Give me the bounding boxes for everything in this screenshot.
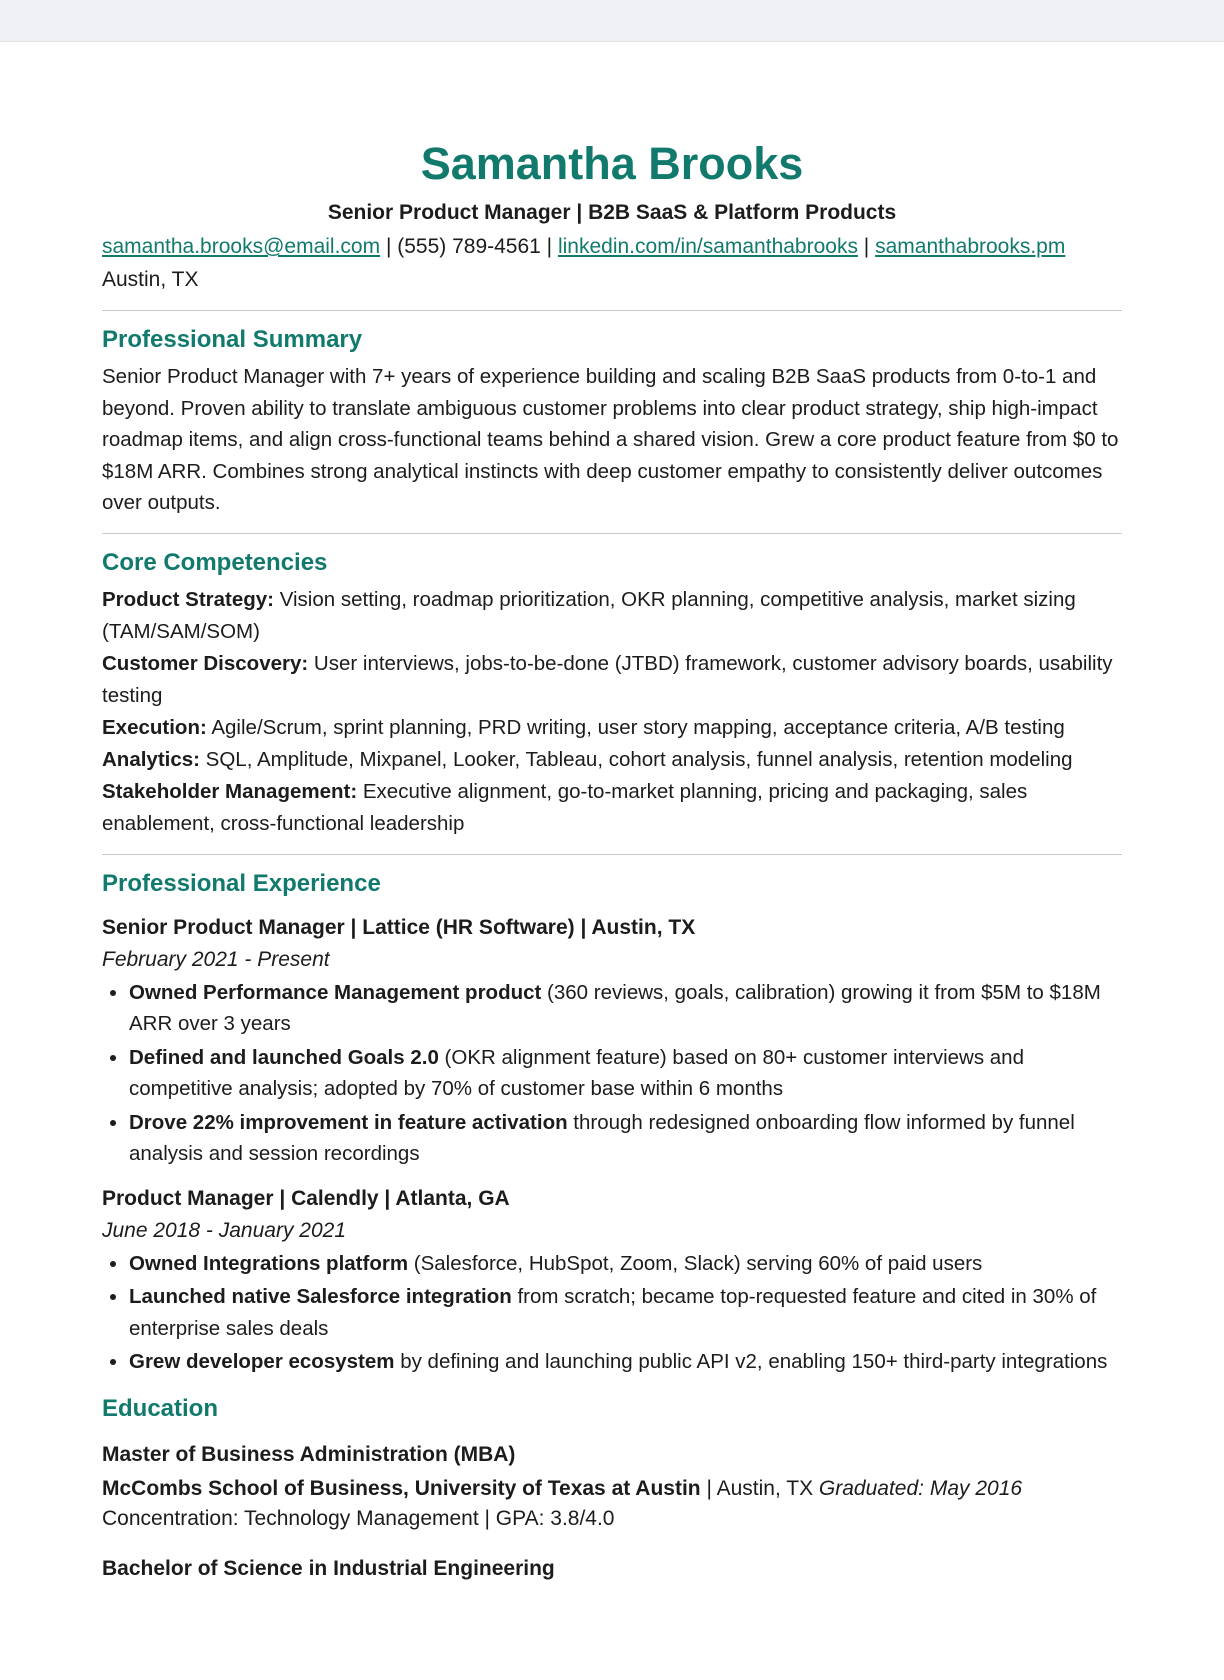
- competency-label: Product Strategy:: [102, 587, 274, 611]
- candidate-name: Samantha Brooks: [420, 138, 804, 189]
- education-entry: [102, 1440, 1122, 1534]
- competency-label: Stakeholder Management:: [102, 779, 358, 803]
- competency-item: [102, 648, 1122, 712]
- browser-top-bar: [0, 0, 1224, 42]
- job-entry: [102, 913, 1122, 1170]
- bullet-text: (Salesforce, HubSpot, Zoom, Slack) serving 60% of paid users: [408, 1251, 983, 1275]
- bullet-text: (OKR alignment feature) based on 80+ customer interviews and competitive analysis; adopted by 70% of customer base within 6 months: [129, 1045, 1024, 1100]
- contact-separator: |: [380, 235, 398, 258]
- competency-label: Execution:: [102, 715, 207, 739]
- experience-section: [102, 869, 1122, 1378]
- section-title-competencies: Core Competencies: [102, 548, 328, 576]
- competency-text: Agile/Scrum, sprint planning, PRD writing, user story mapping, acceptance criteria, A/B testing: [206, 715, 1065, 739]
- job-entry: [102, 1184, 1122, 1378]
- list-item: [129, 1107, 1122, 1170]
- school-name: McCombs School of Business, University of Texas at Austin: [102, 1476, 701, 1500]
- job-dates: February 2021 - Present: [102, 947, 330, 971]
- section-divider: [102, 310, 1122, 311]
- contact-separator: |: [857, 235, 876, 258]
- section-divider: [102, 854, 1122, 855]
- competency-text: User interviews, jobs-to-be-done (JTBD) framework, customer advisory boards, usability testing: [102, 651, 1113, 707]
- phone-number: (555) 789-4561: [397, 235, 541, 258]
- competency-item: [102, 584, 1122, 648]
- list-item: [129, 977, 1122, 1040]
- list-item: [129, 1042, 1122, 1105]
- list-item: [129, 1346, 1122, 1378]
- competency-label: Customer Discovery:: [102, 651, 309, 675]
- list-item: [129, 1248, 1122, 1280]
- degree-details: Concentration: Technology Management | GPA: 3.8/4.0: [102, 1506, 615, 1530]
- section-divider: [102, 533, 1122, 534]
- contact-separator: |: [540, 235, 558, 258]
- list-item: [129, 1281, 1122, 1344]
- competencies-section: [102, 548, 1122, 840]
- section-title-education: Education: [102, 1394, 219, 1422]
- degree-title: Master of Business Administration (MBA): [102, 1442, 516, 1466]
- website-link[interactable]: samanthabrooks.pm: [875, 235, 1066, 258]
- competency-label: Analytics:: [102, 747, 200, 771]
- job-title: Product Manager | Calendly | Atlanta, GA: [102, 1186, 510, 1210]
- bullet-text: from scratch; became top-requested feature and cited in 30% of enterprise sales deals: [129, 1285, 1097, 1340]
- competency-item: [102, 712, 1122, 744]
- competency-item: [102, 744, 1122, 776]
- competency-text: Executive alignment, go-to-market planning, pricing and packaging, sales enablement, cross-functional leadership: [102, 779, 1028, 835]
- job-bullets: [102, 977, 1122, 1170]
- education-entry: [102, 1554, 1122, 1584]
- bullet-text: through redesigned onboarding flow informed by funnel analysis and session recordings: [129, 1110, 1075, 1165]
- resume-content: [102, 136, 1122, 1584]
- graduation-date: Graduated: May 2016: [818, 1476, 1023, 1500]
- bullet-text: by defining and launching public API v2, enabling 150+ third-party integrations: [394, 1350, 1108, 1373]
- summary-section: [102, 325, 1122, 519]
- summary-text: Senior Product Manager with 7+ years of experience building and scaling B2B SaaS products from 0-to-1 and beyond. Proven ability to translate ambiguous customer problems into clear product strategy, ship high-impact roadmap items, and align cross-functional teams behind a shared vision. Grew a core product feature from $0 to $18M ARR. Combines strong analytical instincts with deep customer empathy to consistently deliver outcomes over outputs.: [102, 365, 1119, 514]
- school-location: | Austin, TX: [700, 1476, 819, 1500]
- job-title: Senior Product Manager | Lattice (HR Software) | Austin, TX: [102, 915, 696, 939]
- email-link[interactable]: samantha.brooks@email.com: [102, 235, 381, 258]
- candidate-headline: Senior Product Manager | B2B SaaS & Platform Products: [327, 201, 897, 224]
- contact-line: [102, 230, 1122, 296]
- competency-text: SQL, Amplitude, Mixpanel, Looker, Tableau, cohort analysis, funnel analysis, retention modeling: [199, 747, 1073, 771]
- location: Austin, TX: [102, 268, 199, 291]
- job-dates: June 2018 - January 2021: [102, 1218, 347, 1242]
- education-section: [102, 1394, 1122, 1584]
- bullet-highlight: Grew developer ecosystem: [129, 1350, 395, 1373]
- bullet-highlight: Drove 22% improvement in feature activation: [129, 1110, 568, 1134]
- competency-text: Vision setting, roadmap prioritization, OKR planning, competitive analysis, market sizing (TAM/SAM/SOM): [102, 587, 1076, 643]
- bullet-highlight: Owned Integrations platform: [129, 1251, 409, 1275]
- section-title-summary: Professional Summary: [102, 326, 363, 353]
- bullet-text: (360 reviews, goals, calibration) growing it from $5M to $18M ARR over 3 years: [129, 980, 1101, 1035]
- degree-title: Bachelor of Science in Industrial Engineering: [102, 1556, 555, 1580]
- school-line: [102, 1474, 1122, 1504]
- bullet-highlight: Defined and launched Goals 2.0: [129, 1045, 439, 1069]
- job-bullets: [102, 1248, 1122, 1378]
- linkedin-link[interactable]: linkedin.com/in/samanthabrooks: [557, 235, 858, 258]
- bullet-highlight: Owned Performance Management product: [129, 980, 542, 1004]
- bullet-highlight: Launched native Salesforce integration: [129, 1285, 512, 1308]
- competency-item: [102, 776, 1122, 840]
- resume-page: [0, 42, 1224, 1680]
- section-title-experience: Professional Experience: [102, 869, 381, 897]
